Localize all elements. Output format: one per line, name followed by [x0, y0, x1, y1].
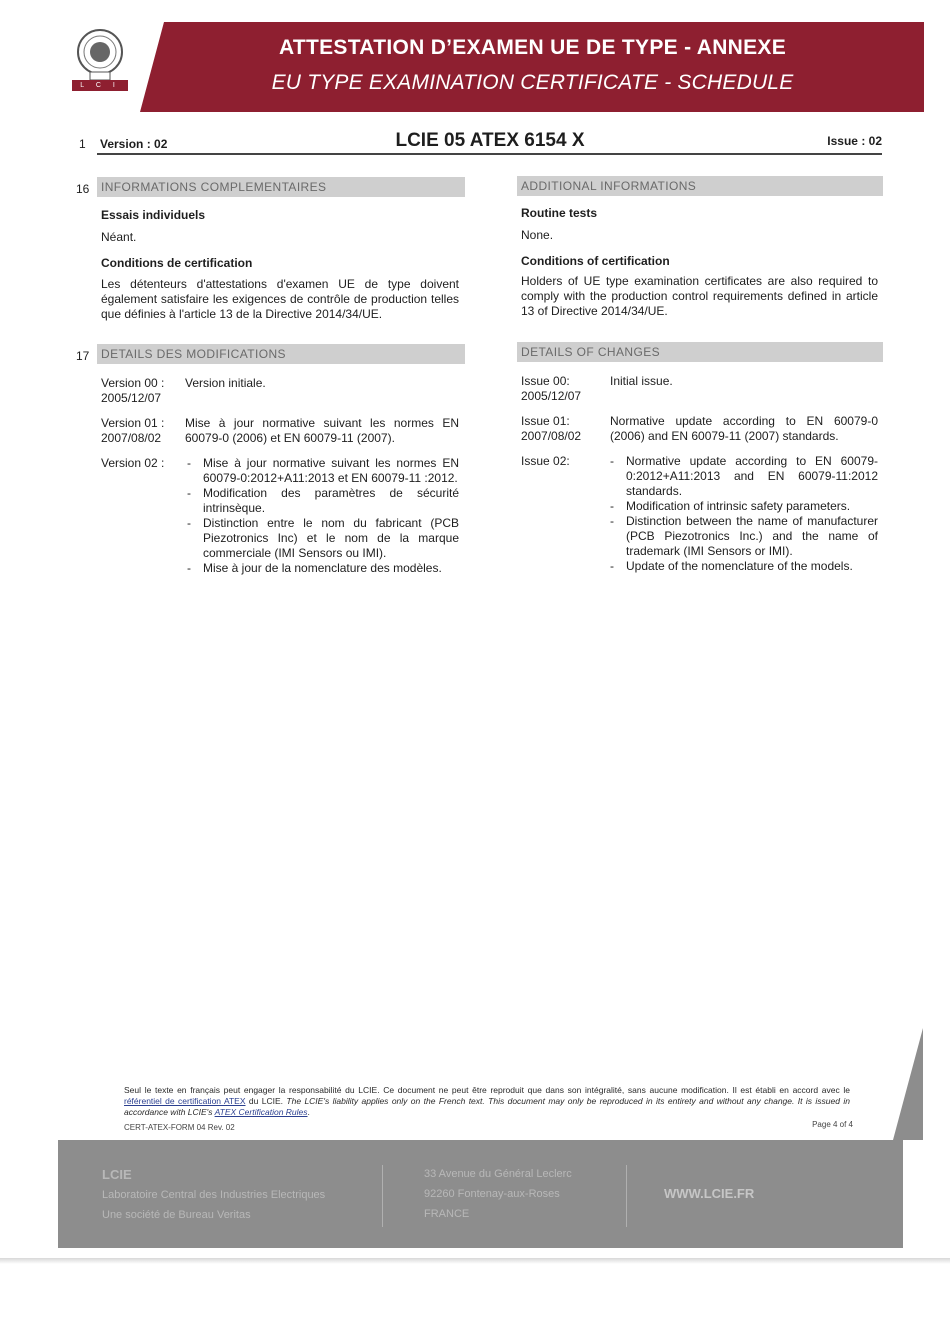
list-item: - Mise à jour normative suivant les normes EN 60079-0:2012+A11:2013 et EN 60079-11 :2012. — [185, 456, 459, 486]
conditions-text-en: Holders of UE type examination certificates are also required to comply with the production control requirements defined in article 13 of Directive 2014/34/UE. — [521, 274, 878, 318]
version-00-date: 2005/12/07 — [101, 391, 162, 405]
issue-00-key — [521, 374, 606, 404]
footer-divider — [626, 1165, 627, 1227]
footer-organization — [102, 1165, 325, 1225]
page-number: Page 4 of 4 — [812, 1120, 853, 1129]
form-reference: CERT-ATEX-FORM 04 Rev. 02 — [124, 1123, 235, 1132]
footer-org-name: LCIE — [102, 1167, 132, 1182]
routine-tests-heading-fr: Essais individuels — [101, 208, 206, 222]
routine-tests-text-en: None. — [521, 228, 554, 242]
certificate-number: LCIE 05 ATEX 6154 X — [395, 130, 585, 151]
issue-00-date: 2005/12/07 — [521, 389, 582, 403]
section-17-heading-en: DETAILS OF CHANGES — [517, 342, 883, 362]
footer-org-line3: Une société de Bureau Veritas — [102, 1209, 251, 1221]
legal-notice-fr: Seul le texte en français peut engager la responsabilité du LCIE. Ce document ne peut être reproduit que dans son intégralité, sans aucune modification. Il est établi en accord avec le — [124, 1085, 850, 1095]
issue-02-label: Issue 02: — [521, 454, 570, 468]
issue-01-date: 2007/08/02 — [521, 429, 582, 443]
list-item: - Mise à jour de la nomenclature des modèles. — [185, 561, 459, 576]
footer-address-line1: 33 Avenue du Général Leclerc — [424, 1168, 572, 1180]
header-rule — [97, 153, 882, 155]
title-english: EU TYPE EXAMINATION CERTIFICATE - SCHEDULE — [271, 71, 794, 94]
version-01-label: Version 01 : — [101, 416, 165, 430]
footer-website-link[interactable]: WWW.LCIE.FR — [664, 1186, 755, 1201]
list-item: - Normative update according to EN 60079-0:2012+A11:2013 and EN 60079-11:2012 standards. — [608, 454, 878, 499]
legal-notice-end: . — [307, 1107, 310, 1117]
routine-tests-text-fr: Néant. — [101, 230, 137, 244]
section-16-heading-fr: INFORMATIONS COMPLEMENTAIRES — [97, 177, 465, 197]
issue-01-text: Normative update according to EN 60079-0 (2006) and EN 60079-11 (2007) standards. — [610, 414, 878, 443]
footer-address-line3: FRANCE — [424, 1208, 470, 1220]
item-number: 1 — [79, 137, 86, 151]
atex-certification-rules-link[interactable]: ATEX Certification Rules — [214, 1107, 308, 1117]
conditions-heading-fr: Conditions de certification — [101, 256, 253, 270]
version-02-label: Version 02 : — [101, 456, 165, 470]
issue-00-label: Issue 00: — [521, 374, 570, 388]
legal-notice — [124, 1085, 850, 1118]
atex-certification-referential-link[interactable]: référentiel de certification ATEX — [124, 1096, 246, 1106]
issue-label: Issue : 02 — [827, 134, 882, 148]
footer-org-line2: Laboratoire Central des Industries Electriques — [102, 1189, 326, 1201]
list-item: - Distinction between the name of manufacturer (PCB Piezotronics Inc.) and the name of trademark (IMI Sensors or IMI). — [608, 514, 878, 559]
section-16-number: 16 — [76, 182, 90, 196]
section-17-heading-fr: DETAILS DES MODIFICATIONS — [97, 344, 465, 364]
footer-address-line2: 92260 Fontenay-aux-Roses — [424, 1188, 560, 1200]
version-00-text: Version initiale. — [185, 376, 266, 390]
list-item: - Modification des paramètres de sécurité intrinsèque. — [185, 486, 459, 516]
footer-divider — [382, 1165, 383, 1227]
logo-label: L C I E — [72, 80, 128, 91]
legal-notice-en: The LCIE's liability applies only on the French text. This document may only be reproduced in its entirety and without any change. It is issued in accordance with LCIE's — [124, 1096, 850, 1117]
section-16-heading-en: ADDITIONAL INFORMATIONS — [517, 176, 883, 196]
routine-tests-heading-en: Routine tests — [521, 206, 598, 220]
version-00-key — [101, 376, 181, 406]
legal-notice-fr-end: du LCIE. — [245, 1096, 287, 1106]
version-01-text: Mise à jour normative suivant les normes EN 60079-0 (2006) et EN 60079-11 (2007). — [185, 416, 459, 445]
section-17-number: 17 — [76, 349, 90, 363]
conditions-heading-en: Conditions of certification — [521, 254, 670, 268]
list-item: - Distinction entre le nom du fabricant (PCB Piezotronics Inc) et le nom de la marque commerciale (IMI Sensors ou IMI). — [185, 516, 459, 561]
conditions-text-fr: Les détenteurs d'attestations d'examen UE de type doivent également satisfaire les exigences de contrôle de production telles que définies à l'article 13 de la Directive 2014/34/UE. — [101, 277, 459, 321]
list-item: - Update of the nomenclature of the models. — [608, 559, 878, 574]
issue-00-text: Initial issue. — [610, 374, 673, 388]
list-item: - Modification of intrinsic safety parameters. — [608, 499, 878, 514]
version-00-label: Version 00 : — [101, 376, 165, 390]
version-01-key — [101, 416, 181, 446]
title-french: ATTESTATION D’EXAMEN UE DE TYPE - ANNEXE — [278, 36, 787, 59]
version-02-changes-fr — [185, 456, 459, 576]
issue-02-changes-en — [608, 454, 878, 574]
version-01-date: 2007/08/02 — [101, 431, 162, 445]
version-label: Version : 02 — [100, 137, 168, 151]
footer-address — [424, 1164, 572, 1224]
footer-tab — [893, 1028, 923, 1140]
page-edge-shadow — [0, 1258, 950, 1264]
issue-01-label: Issue 01: — [521, 414, 570, 428]
issue-01-key — [521, 414, 606, 444]
